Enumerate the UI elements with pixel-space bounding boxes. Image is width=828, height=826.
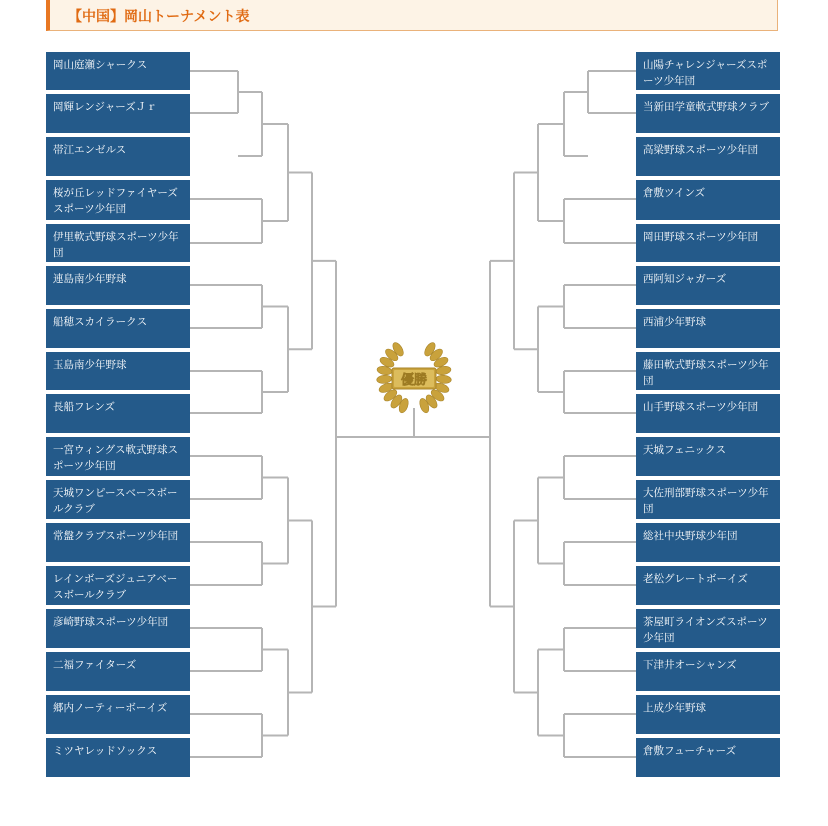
team-right-8[interactable] [636, 352, 780, 390]
team-name: 一宮ウィングス軟式野球スポーツ少年団 [53, 444, 179, 472]
team-name: 長船フレンズ [53, 401, 116, 413]
team-name: 山陽チャレンジャーズスポーツ少年団 [643, 59, 768, 87]
laurel-wreath-trophy-icon [374, 336, 454, 416]
team-name: 倉敷フューチャーズ [643, 745, 737, 757]
team-right-7[interactable] [636, 309, 780, 348]
team-right-5[interactable] [636, 224, 780, 262]
team-name: ミツヤレッドソックス [53, 745, 158, 757]
team-name: 山手野球スポーツ少年団 [643, 401, 759, 413]
team-name: 高梁野球スポーツ少年団 [643, 144, 759, 156]
team-right-4[interactable] [636, 180, 780, 220]
team-right-2[interactable] [636, 94, 780, 133]
team-right-16[interactable] [636, 695, 780, 734]
team-name: 帯江エンゼルス [53, 144, 127, 156]
team-name: 玉島南少年野球 [53, 359, 127, 371]
team-right-12[interactable] [636, 523, 780, 562]
team-name: 連島南少年野球 [53, 273, 127, 285]
team-left-9[interactable] [46, 394, 190, 433]
team-left-13[interactable] [46, 566, 190, 605]
team-name: 郷内ノーティーボーイズ [53, 702, 168, 714]
team-name: 西浦少年野球 [643, 316, 706, 328]
team-left-14[interactable] [46, 609, 190, 648]
team-left-1[interactable] [46, 52, 190, 90]
team-left-7[interactable] [46, 309, 190, 348]
trophy-label: 優勝 [400, 373, 428, 388]
team-name: レインボーズジュニアベースボールクラブ [53, 573, 178, 601]
team-name: 常盤クラブスポーツ少年団 [53, 530, 179, 542]
team-right-13[interactable] [636, 566, 780, 605]
team-left-3[interactable] [46, 137, 190, 176]
team-name: 岡田野球スポーツ少年団 [643, 231, 759, 243]
team-right-6[interactable] [636, 266, 780, 305]
team-right-9[interactable] [636, 394, 780, 433]
team-left-2[interactable] [46, 94, 190, 133]
team-name: 伊里軟式野球スポーツ少年団 [53, 231, 179, 259]
page-title: 【中国】岡山トーナメント表 [68, 9, 250, 25]
team-name: 天城フェニックス [643, 444, 726, 456]
team-name: 総社中央野球少年団 [643, 530, 738, 542]
team-left-15[interactable] [46, 652, 190, 691]
team-right-3[interactable] [636, 137, 780, 176]
team-name: 倉敷ツインズ [643, 187, 706, 199]
team-name: 桜が丘レッドファイヤーズスポーツ少年団 [53, 187, 178, 215]
team-right-17[interactable] [636, 738, 780, 777]
team-name: 天城ワンピースベースボールクラブ [53, 487, 178, 515]
team-right-14[interactable] [636, 609, 780, 648]
team-left-17[interactable] [46, 738, 190, 777]
team-name: 下津井オーシャンズ [643, 659, 737, 671]
team-name: 藤田軟式野球スポーツ少年団 [643, 359, 769, 387]
team-left-8[interactable] [46, 352, 190, 390]
team-left-11[interactable] [46, 480, 190, 519]
team-right-10[interactable] [636, 437, 780, 476]
team-left-10[interactable] [46, 437, 190, 476]
team-right-1[interactable] [636, 52, 780, 90]
team-left-6[interactable] [46, 266, 190, 305]
team-name: 大佐刑部野球スポーツ少年団 [643, 487, 769, 515]
team-name: 茶屋町ライオンズスポーツ少年団 [643, 616, 768, 644]
team-right-15[interactable] [636, 652, 780, 691]
team-name: 彦崎野球スポーツ少年団 [53, 616, 169, 628]
team-left-5[interactable] [46, 224, 190, 262]
team-left-12[interactable] [46, 523, 190, 562]
team-name: 西阿知ジャガーズ [643, 273, 727, 285]
team-right-11[interactable] [636, 480, 780, 519]
team-name: 老松グレートボーイズ [643, 573, 748, 585]
team-left-4[interactable] [46, 180, 190, 220]
team-name: 岡輝レンジャーズＪｒ [53, 101, 157, 113]
team-name: 岡山庭瀬シャークス [53, 59, 148, 71]
team-name: 二福ファイターズ [53, 659, 137, 671]
team-name: 上成少年野球 [643, 702, 706, 714]
team-left-16[interactable] [46, 695, 190, 734]
team-name: 当新田学童軟式野球クラブ [643, 101, 769, 113]
team-name: 船穂スカイラークス [53, 316, 148, 328]
